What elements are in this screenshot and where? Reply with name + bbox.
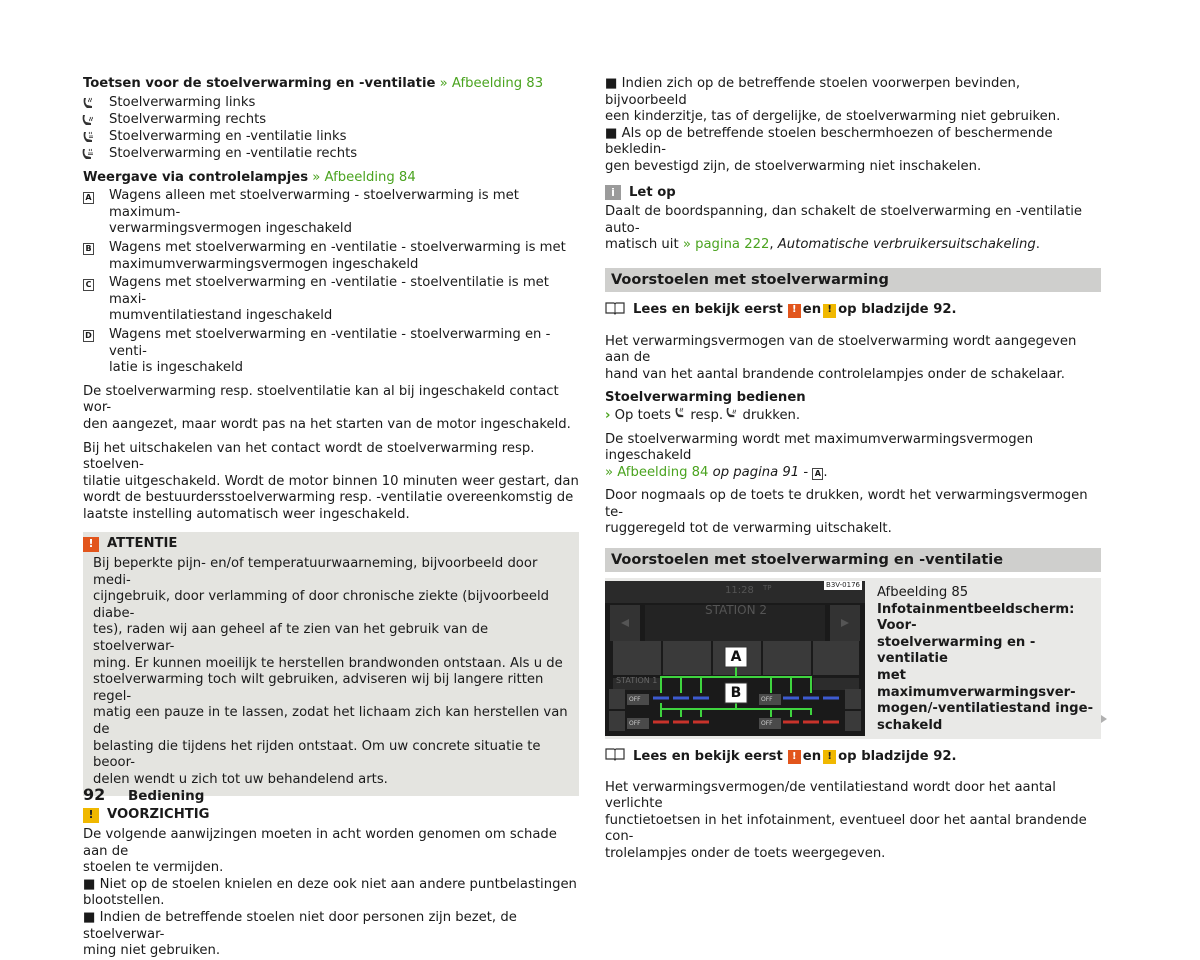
- off-label[interactable]: OFF: [761, 696, 773, 704]
- figure-code: B3V-0176: [826, 581, 860, 590]
- left-column: [83, 76, 579, 960]
- caution-icon: !: [823, 304, 836, 318]
- lamp-item: D Wagens met stoelverwarming en -ventilatie - stoelverwarming en -venti- latie is ingeschakeld: [83, 327, 579, 377]
- continue-arrow-icon: [1101, 715, 1107, 723]
- heading-keys: Toetsen voor de stoelverwarming en -ventilatie » Afbeelding 83: [83, 76, 544, 91]
- seat-heat-right-icon: [727, 408, 738, 423]
- infotainment-screen: [605, 581, 865, 736]
- chevron-right-icon: ›: [605, 407, 611, 423]
- section-name: Bediening: [127, 788, 205, 804]
- key-label-a: A: [83, 192, 94, 204]
- seat-heat-right-icon: [83, 112, 103, 129]
- seat-heat-vent-left-icon: [83, 129, 103, 146]
- lamp-item: A Wagens alleen met stoelverwarming - stoelverwarming is met maximum- verwarmingsvermogen ingeschakeld: [83, 188, 579, 238]
- subheading: Stoelverwarming bedienen: [605, 390, 806, 406]
- figure: [605, 578, 1101, 739]
- key-item: Stoelverwarming rechts: [83, 112, 579, 129]
- caution-icon: !: [83, 808, 99, 823]
- section-header: Voorstoelen met stoelverwarming: [605, 268, 1101, 292]
- seat-heat-left-icon: [83, 95, 103, 112]
- paragraph: De stoelverwarming wordt met maximumverwarmingsvermogen ingeschakeld » Afbeelding 84 op pagina 91 - A .: [605, 431, 1034, 480]
- right-column: [605, 76, 1101, 863]
- section-header: Voorstoelen met stoelverwarming en -ventilatie: [605, 548, 1101, 572]
- page-number: 92: [83, 785, 106, 804]
- lamp-item: C Wagens met stoelverwarming en -ventilatie - stoelventilatie is met maxi- mumventilatiestand ingeschakeld: [83, 275, 579, 325]
- page-footer: [83, 787, 204, 805]
- book-icon: [605, 301, 625, 321]
- key-label-c: C: [83, 279, 94, 291]
- step: › Op toets resp. drukken.: [605, 407, 801, 423]
- key-label-a: A: [812, 468, 823, 480]
- caution-icon: !: [823, 750, 836, 764]
- paragraph: De stoelverwarming resp. stoelventilatie kan al bij ingeschakeld contact wor- den aangezet, maar wordt pas na het starten van de motor ingeschakeld.: [83, 383, 571, 432]
- seat-heat-left-icon: [675, 408, 686, 423]
- read-first-line: Lees en bekijk eerst ! en ! op bladzijde 92.: [605, 301, 1101, 321]
- heading-lamps: Weergave via controlelampjes » Afbeelding 84: [83, 169, 416, 185]
- ref-link[interactable]: » Afbeelding 83: [439, 76, 544, 91]
- book-icon: [605, 747, 625, 767]
- note-header: i Let op: [605, 185, 1101, 202]
- clock: 11:28: [725, 585, 754, 597]
- label-a: A: [730, 649, 742, 666]
- station-title: STATION 2: [705, 603, 768, 618]
- read-first-line: Lees en bekijk eerst ! en ! op bladzijde 92.: [605, 747, 1101, 767]
- paragraph: Door nogmaals op de toets te drukken, wordt het verwarmingsvermogen te- ruggeregeld tot de verwarming uitschakelt.: [605, 488, 1088, 537]
- key-label-b: B: [83, 243, 94, 255]
- warning-icon: !: [83, 537, 99, 552]
- ref-link[interactable]: » pagina 222: [682, 237, 770, 253]
- station-list-label: STATION 1: [616, 676, 658, 686]
- off-label[interactable]: OFF: [629, 720, 641, 728]
- note-text: Daalt de boordspanning, dan schakelt de stoelverwarming en -ventilatie auto- matisch uit » pagina 222, Automatische verbruikersuitschakeling.: [605, 204, 1083, 253]
- ref-link[interactable]: » Afbeelding 84: [312, 169, 416, 185]
- off-label[interactable]: OFF: [761, 720, 773, 728]
- key-label-d: D: [83, 330, 94, 342]
- paragraph: Het verwarmingsvermogen/de ventilatiestand wordt door het aantal verlichte functietoetsen in het infotainment, eventueel door het aantal brandende con- trolelampjes onder de toets weergegeven.: [605, 779, 1087, 862]
- caution-box: ! VOORZICHTIG De volgende aanwijzingen moeten in acht worden genomen om schade aan de stoelen te vermijden. ■ Niet op de stoelen knielen en deze ook niet aan andere puntbelastingen blootstellen. ■ Indien de betreffende stoelen niet door personen zijn bezet, de stoelverwar- ming niet gebruiken.: [83, 807, 577, 959]
- off-label[interactable]: OFF: [629, 696, 641, 704]
- paragraph: Het verwarmingsvermogen van de stoelverwarming wordt aangegeven aan de hand van het aantal brandende controlelampjes onder de schakelaar.: [605, 333, 1077, 382]
- bullet-list: ■ Indien zich op de betreffende stoelen voorwerpen bevinden, bijvoorbeeld een kinderzitje, tas of dergelijke, de stoelverwarming niet gebruiken. ■ Als op de betreffende stoelen beschermhoezen of beschermende bekledin- gen bevestigd zijn, de stoelverwarming niet inschakelen.: [605, 76, 1061, 174]
- paragraph: Bij het uitschakelen van het contact wordt de stoelverwarming resp. stoelven- tilatie uitgeschakeld. Wordt de motor binnen 10 minuten weer gestart, dan wordt de bestuurdersstoelverwarming resp. -ventilatie overeenkomstig de laatste instelling automatisch weer ingeschakeld.: [83, 440, 579, 522]
- key-item: Stoelverwarming en -ventilatie rechts: [83, 146, 579, 163]
- attention-box: ! ATTENTIE Bij beperkte pijn- en/of temperatuurwaarneming, bijvoorbeeld door medi- cijngebruik, door verlamming of door chronische ziekte (bijvoorbeeld diabe- tes), raden wij aan geheel af te zien van het gebruik van de stoelverwar- ming. Er kunnen moeilijk te herstellen brandwonden ontstaan. Als u de stoelverwarming toch wilt gebruiken, adviseren wij bij langere ritten regel- matig een pauze in te lassen, zodat het lichaam zich kan herstellen van de belasting die tijdens het rijden ontstaat. Om uw concrete situatie te beoor- delen wendt u zich tot uw behandelend arts.: [83, 532, 579, 796]
- warning-icon: !: [788, 750, 801, 764]
- warning-icon: !: [788, 304, 801, 318]
- key-item: Stoelverwarming links: [83, 95, 579, 112]
- tp-indicator: TP: [763, 584, 772, 593]
- info-icon: i: [605, 185, 621, 200]
- ref-link[interactable]: » Afbeelding 84: [605, 464, 709, 480]
- lamp-item: B Wagens met stoelverwarming en -ventilatie - stoelverwarming is met maximumverwarmingsvermogen ingeschakeld: [83, 240, 579, 273]
- figure-caption: Afbeelding 85 Infotainmentbeeldscherm: Voor- stoelverwarming en -ventilatie met maximumverwarmingsver- mogen/-ventilatiestand inge- schakeld: [877, 585, 1094, 733]
- seat-heat-vent-right-icon: [83, 146, 103, 163]
- key-item: Stoelverwarming en -ventilatie links: [83, 129, 579, 146]
- label-b: B: [730, 685, 742, 702]
